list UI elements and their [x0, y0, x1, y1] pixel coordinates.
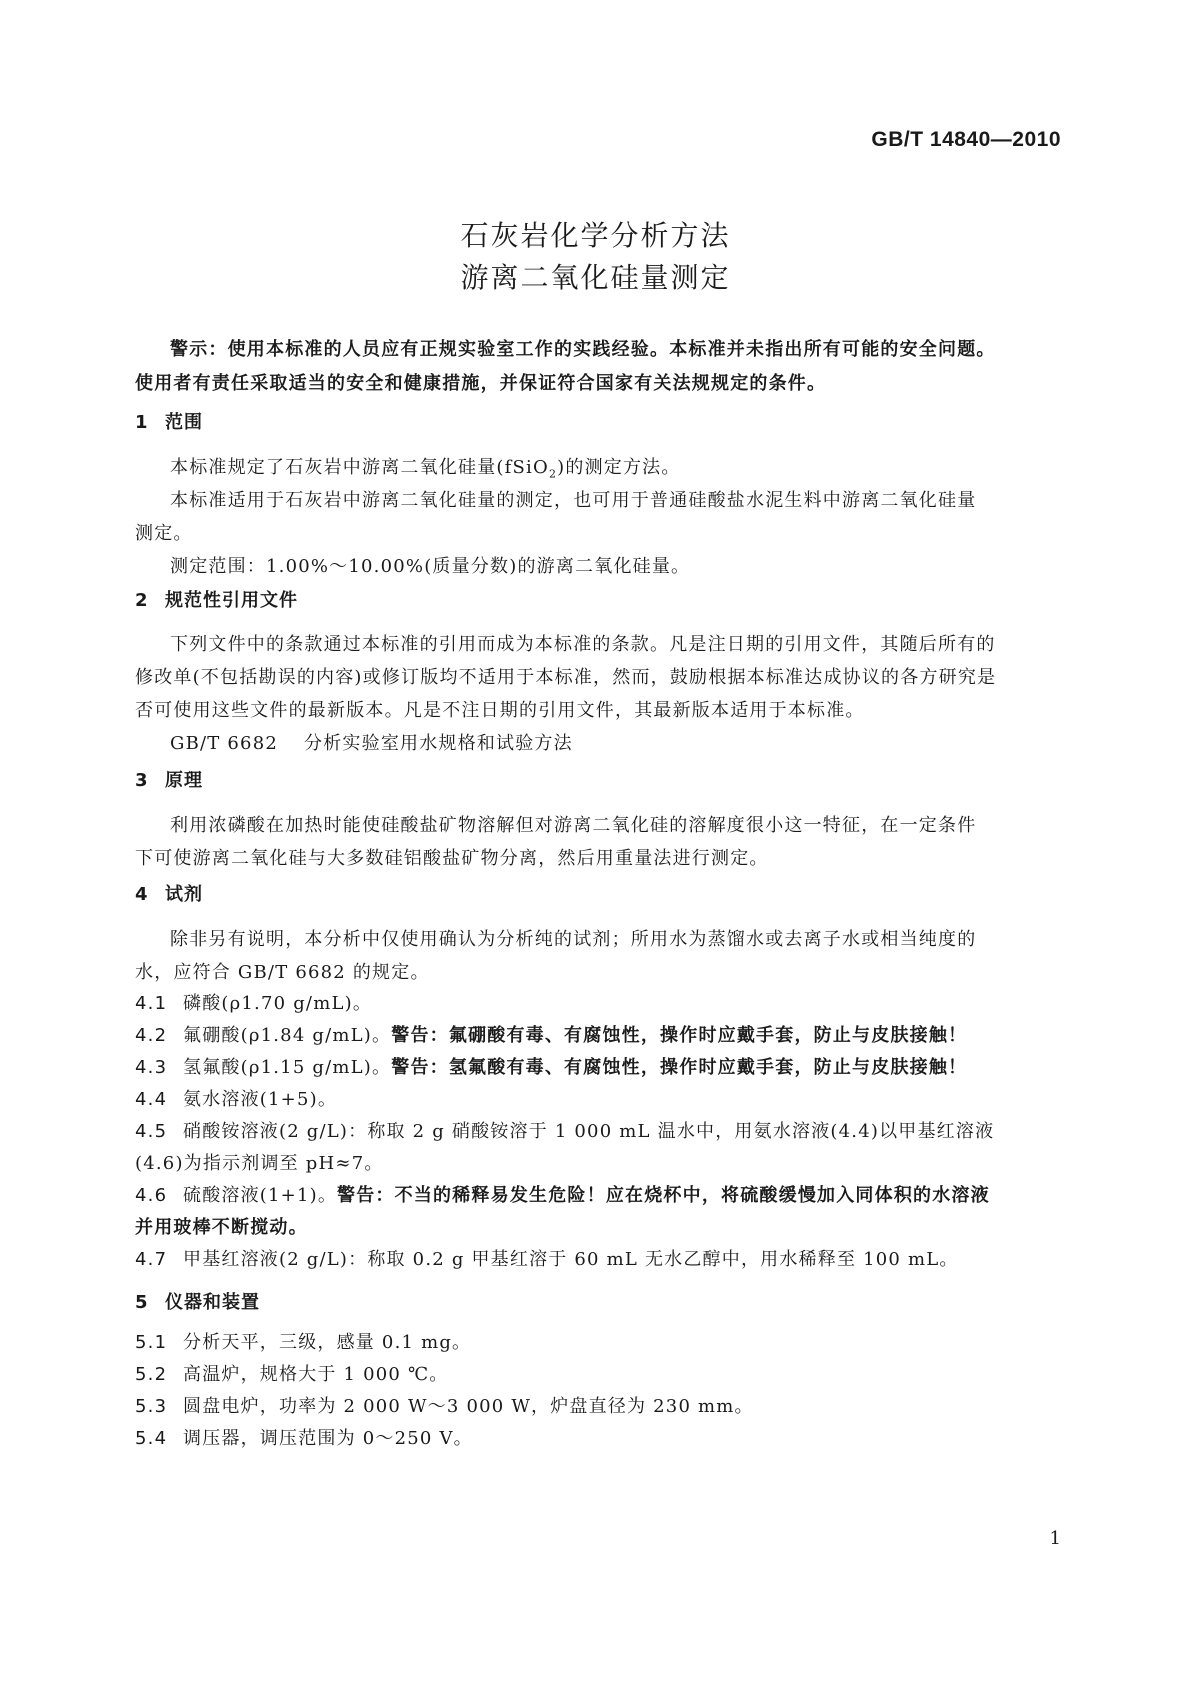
- apparatus-5-1: 5.1 分析天平，三级，感量 0.1 mg。: [135, 1332, 472, 1353]
- section-1-paragraph-2: 本标准适用于石灰岩中游离二氧化硅量的测定，也可用于普通硅酸盐水泥生料中游离二氧化硅量: [170, 490, 977, 511]
- section-2-paragraph-line1: 下列文件中的条款通过本标准的引用而成为本标准的条款。凡是注日期的引用文件，其随后所有的: [170, 634, 996, 655]
- section-5-heading: 5 仪器和装置: [135, 1292, 260, 1313]
- reagent-warning: 警告：氟硼酸有毒、有腐蚀性，操作时应戴手套，防止与皮肤接触！: [391, 1025, 968, 1046]
- reagent-warning: 警告：不当的稀释易发生危险！应在烧杯中，将硫酸缓慢加入同体积的水溶液: [337, 1185, 990, 1206]
- reagent-4-6-warning-cont: 并用玻棒不断搅动。: [135, 1217, 308, 1238]
- reference-code: GB/T 6682: [170, 733, 279, 754]
- section-2-paragraph-line2: 修改单(不包括勘误的内容)或修订版均不适用于本标准，然而，鼓励根据本标准达成协议的各方研究是: [135, 667, 997, 688]
- section-1-heading: [135, 408, 203, 434]
- apparatus-5-2: 5.2 高温炉，规格大于 1 000 ℃。: [135, 1364, 449, 1385]
- section-1-paragraph-2-cont: 测定。: [135, 523, 193, 544]
- section-number: 1: [135, 412, 149, 433]
- section-4-paragraph-line1: 除非另有说明，本分析中仅使用确认为分析纯的试剂；所用水为蒸馏水或去离子水或相当纯度的: [170, 929, 977, 950]
- reagent-4-4: 4.4 氨水溶液(1+5)。: [135, 1089, 338, 1110]
- section-3-paragraph-line2: 下可使游离二氧化硅与大多数硅铝酸盐矿物分离，然后用重量法进行测定。: [135, 848, 769, 869]
- section-1-paragraph-3: 测定范围：1.00%～10.00%(质量分数)的游离二氧化硅量。: [170, 556, 691, 577]
- section-3-heading: 3 原理: [135, 770, 203, 791]
- section-4-heading: 4 试剂: [135, 884, 203, 905]
- reagent-4-1: 4.1 磷酸(ρ1.70 g/mL)。: [135, 993, 373, 1014]
- apparatus-5-3: 5.3 圆盘电炉，功率为 2 000 W～3 000 W，炉盘直径为 230 mm。: [135, 1396, 754, 1417]
- section-2-heading: 2 规范性引用文件: [135, 590, 298, 611]
- section-title: 范围: [165, 412, 203, 433]
- reagent-4-5-cont: (4.6)为指示剂调至 pH≈7。: [135, 1153, 384, 1174]
- page-number: 1: [1049, 1528, 1061, 1549]
- section-3-paragraph-line1: 利用浓磷酸在加热时能使硅酸盐矿物溶解但对游离二氧化硅的溶解度很小这一特征，在一定条件: [170, 815, 977, 836]
- warning-line2: 使用者有责任采取适当的安全和健康措施，并保证符合国家有关法规规定的条件。: [135, 373, 827, 394]
- reference-title: 分析实验室用水规格和试验方法: [304, 733, 573, 754]
- warning-line1: 警示：使用本标准的人员应有正规实验室工作的实践经验。本标准并未指出所有可能的安全问题。: [170, 339, 996, 360]
- normative-reference: [170, 726, 1095, 762]
- section-4-paragraph-line2: 水，应符合 GB/T 6682 的规定。: [135, 962, 430, 983]
- reagent-4-2: 4.2 氟硼酸(ρ1.84 g/mL)。警告：氟硼酸有毒、有腐蚀性，操作时应戴手套，防止与皮肤接触！: [135, 1025, 968, 1046]
- reagent-4-6: 4.6 硫酸溶液(1+1)。警告：不当的稀释易发生危险！应在烧杯中，将硫酸缓慢加入同体积的水溶液: [135, 1185, 990, 1206]
- standard-number: GB/T 14840—2010: [871, 128, 1061, 151]
- section-1-paragraph-1: 本标准规定了石灰岩中游离二氧化硅量(fSiO$_2$)的测定方法。: [170, 457, 681, 481]
- section-2-paragraph-line3: 否可使用这些文件的最新版本。凡是不注日期的引用文件，其最新版本适用于本标准。: [135, 700, 865, 721]
- reagent-4-7: 4.7 甲基红溶液(2 g/L)：称取 0.2 g 甲基红溶于 60 mL 无水乙醇中，用水稀释至 100 mL。: [135, 1249, 959, 1270]
- reagent-warning: 警告：氢氟酸有毒、有腐蚀性，操作时应戴手套，防止与皮肤接触！: [391, 1057, 968, 1078]
- reagent-4-3: 4.3 氢氟酸(ρ1.15 g/mL)。警告：氢氟酸有毒、有腐蚀性，操作时应戴手套，防止与皮肤接触！: [135, 1057, 968, 1078]
- apparatus-5-4: 5.4 调压器，调压范围为 0～250 V。: [135, 1428, 473, 1449]
- document-title-line1: 石灰岩化学分析方法: [460, 219, 731, 252]
- document-title-line2: 游离二氧化硅量测定: [460, 261, 731, 294]
- reagent-4-5: 4.5 硝酸铵溶液(2 g/L)：称取 2 g 硝酸铵溶于 1 000 mL 温水中，用氨水溶液(4.4)以甲基红溶液: [135, 1121, 995, 1142]
